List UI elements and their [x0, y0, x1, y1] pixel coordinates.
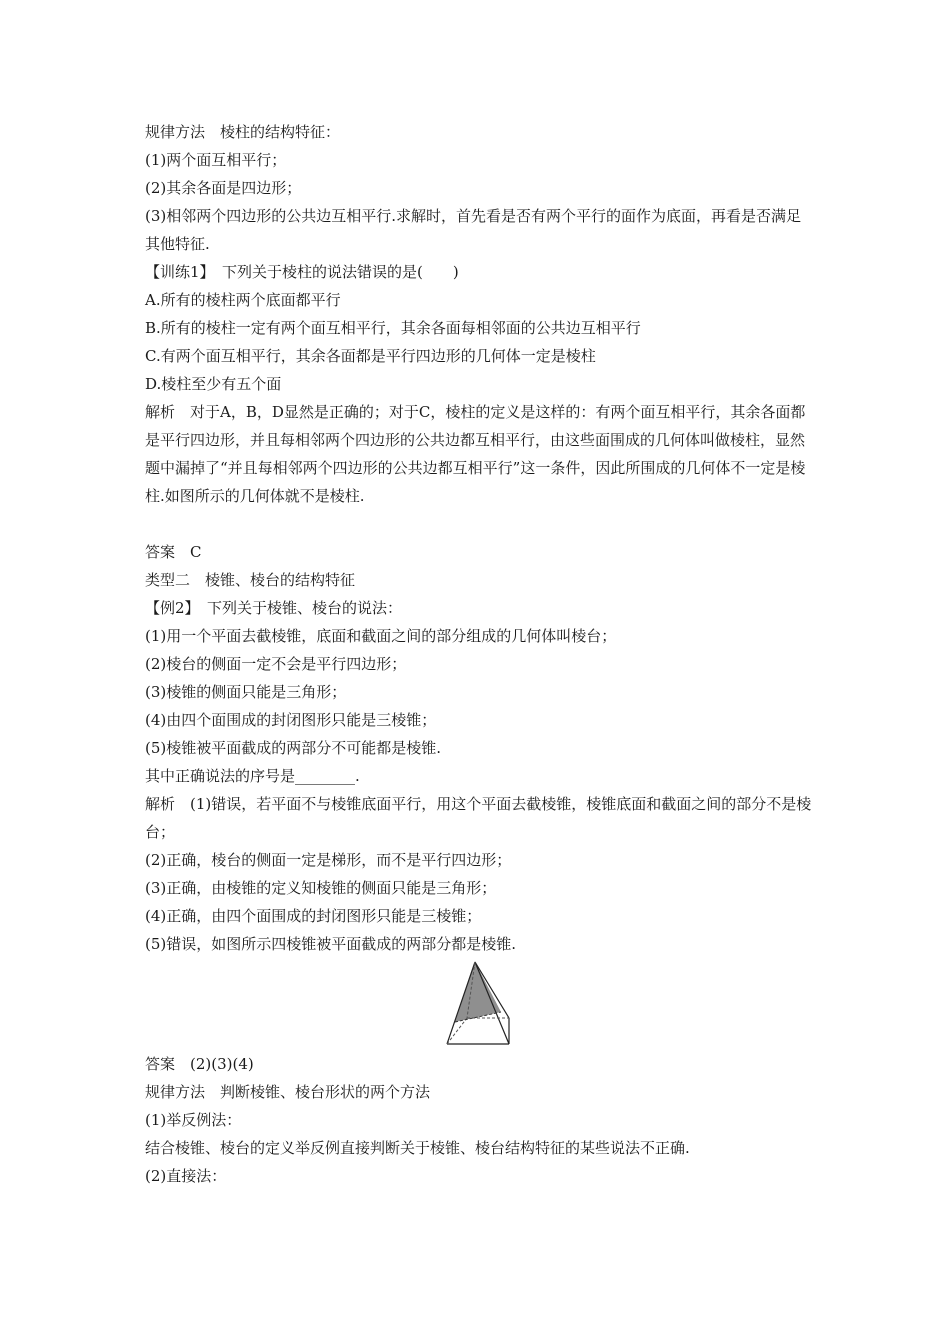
pyramid-figure: [145, 958, 815, 1050]
option-d: D.棱柱至少有五个面: [145, 375, 282, 393]
example-2-analysis-5: (5)错误，如图所示四棱锥被平面截成的两部分都是棱锥.: [145, 935, 517, 953]
exercise-1-analysis: 解析 对于A，B，D显然是正确的；对于C，棱柱的定义是这样的：有两个面互相平行，其余各面都是平行四边形，并且每相邻两个四边形的公共边都互相平行，由这些面围成的几何体叫做棱柱，显然题中漏掉了“并且每相邻两个四边形的公共边都互相平行”这一条件，因此所围成的几何体不一定是棱柱.如图所示的几何体就不是棱柱.: [145, 403, 806, 505]
example-2-analysis-2: (2)正确，棱台的侧面一定是梯形，而不是平行四边形；: [145, 851, 512, 869]
document-body: [145, 118, 815, 1190]
example-2-question: 【例2】 下列关于棱锥、棱台的说法：: [145, 599, 403, 617]
example-2-analysis-1: 解析 (1)错误，若平面不与棱锥底面平行，用这个平面去截棱锥，棱锥底面和截面之间的部分不是棱台；: [145, 795, 812, 841]
method-counterexample: (1)举反例法：: [145, 1111, 242, 1129]
option-a: A.所有的棱柱两个底面都平行: [145, 291, 341, 309]
statement-4: (4)由四个面围成的封闭图形只能是三棱锥；: [145, 711, 437, 729]
fill-blank-prompt: 其中正确说法的序号是________.: [145, 767, 360, 785]
statement-3: (3)棱锥的侧面只能是三角形；: [145, 683, 347, 701]
example-2-analysis-3: (3)正确，由棱锥的定义知棱锥的侧面只能是三角形；: [145, 879, 497, 897]
method-direct: (2)直接法：: [145, 1167, 227, 1185]
statement-2: (2)棱台的侧面一定不会是平行四边形；: [145, 655, 407, 673]
feature-1: (1)两个面互相平行；: [145, 151, 287, 169]
option-b: B.所有的棱柱一定有两个面互相平行，其余各面每相邻面的公共边互相平行: [145, 319, 641, 337]
exercise-1-answer: 答案 C: [145, 543, 202, 561]
statement-5: (5)棱锥被平面截成的两部分不可能都是棱锥.: [145, 739, 442, 757]
method-heading-1: 规律方法 棱柱的结构特征：: [145, 123, 341, 141]
figure-gap: [145, 510, 815, 538]
section-heading-type-2: 类型二 棱锥、棱台的结构特征: [145, 571, 356, 589]
method-counterexample-desc: 结合棱锥、棱台的定义举反例直接判断关于棱锥、棱台结构特征的某些说法不正确.: [145, 1139, 690, 1157]
feature-2: (2)其余各面是四边形；: [145, 179, 302, 197]
example-2-analysis-4: (4)正确，由四个面围成的封闭图形只能是三棱锥；: [145, 907, 482, 925]
method-heading-2: 规律方法 判断棱锥、棱台形状的两个方法: [145, 1083, 431, 1101]
exercise-1-question: 【训练1】 下列关于棱柱的说法错误的是( ): [145, 263, 459, 281]
option-c: C.有两个面互相平行，其余各面都是平行四边形的几何体一定是棱柱: [145, 347, 596, 365]
pyramid-diagram: [445, 960, 515, 1048]
example-2-answer: 答案 (2)(3)(4): [145, 1055, 254, 1073]
statement-1: (1)用一个平面去截棱锥，底面和截面之间的部分组成的几何体叫棱台；: [145, 627, 617, 645]
feature-3: (3)相邻两个四边形的公共边互相平行.求解时，首先看是否有两个平行的面作为底面，再看是否满足其他特征.: [145, 207, 802, 253]
